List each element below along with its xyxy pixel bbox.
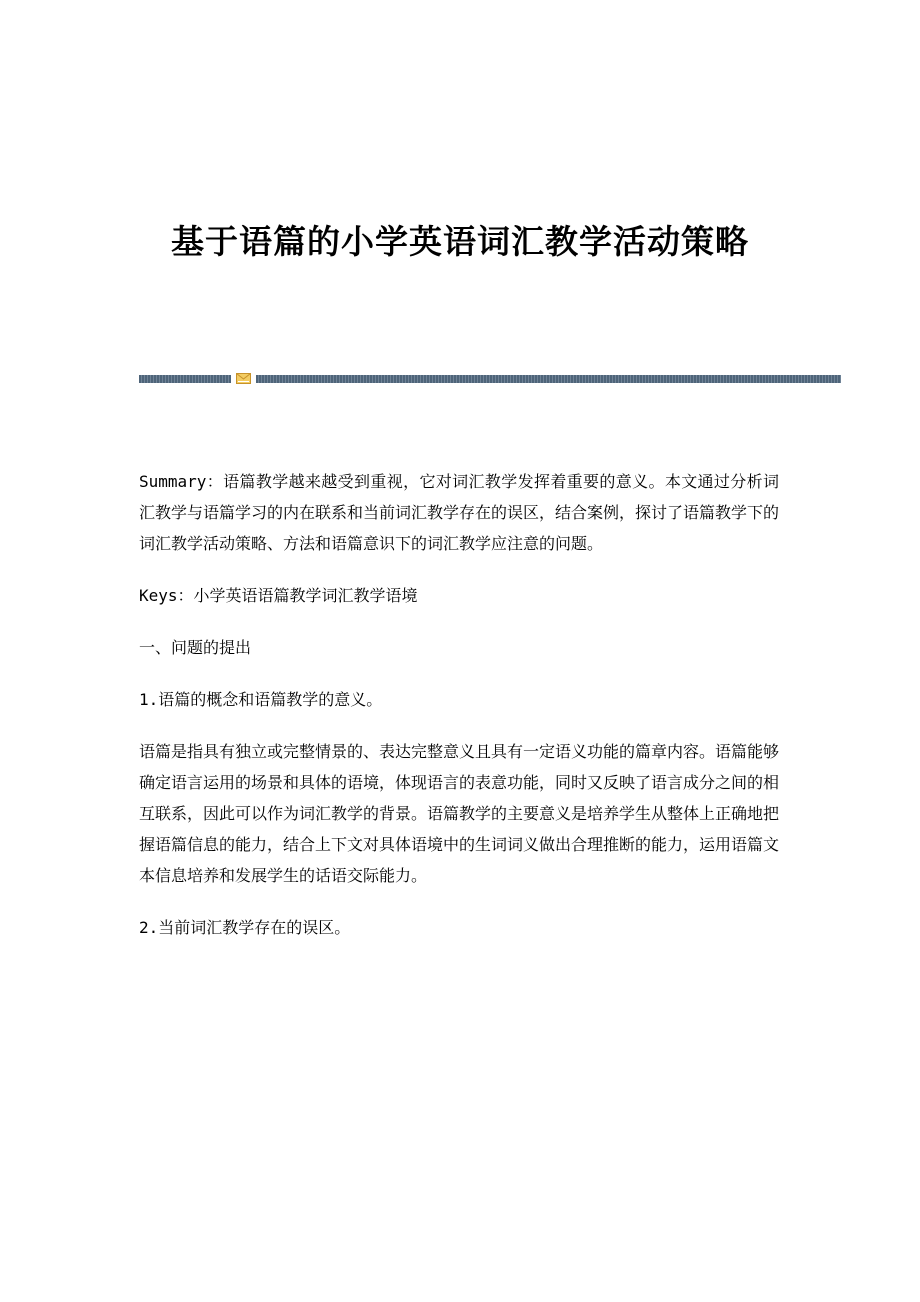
envelope-ornament-icon	[236, 373, 251, 384]
subsection-heading: 2.当前词汇教学存在的误区。	[139, 918, 351, 937]
title-divider	[139, 373, 841, 384]
divider-bar-left	[139, 375, 231, 383]
subsection-heading: 1.语篇的概念和语篇教学的意义。	[139, 690, 383, 709]
summary-paragraph: Summary：语篇教学越来越受到重视，它对词汇教学发挥着重要的意义。本文通过分析词汇教学与语篇学习的内在联系和当前词汇教学存在的误区，结合案例，探讨了语篇教学下的词汇教学活动策略、方法和语篇意识下的词汇教学应注意的问题。	[139, 472, 780, 553]
document-title: 基于语篇的小学英语词汇教学活动策略	[171, 222, 749, 261]
keywords-line: Keys：小学英语语篇教学词汇教学语境	[139, 586, 418, 605]
section-heading: 一、问题的提出	[139, 638, 252, 657]
body-paragraph: 语篇是指具有独立或完整情景的、表达完整意义且具有一定语义功能的篇章内容。语篇能够确定语言运用的场景和具体的语境，体现语言的表意功能，同时又反映了语言成分之间的相互联系，因此可以作为词汇教学的背景。语篇教学的主要意义是培养学生从整体上正确地把握语篇信息的能力，结合上下文对具体语境中的生词词义做出合理推断的能力，运用语篇文本信息培养和发展学生的话语交际能力。	[139, 742, 780, 885]
divider-bar-right	[256, 375, 841, 383]
document-body	[139, 466, 779, 964]
